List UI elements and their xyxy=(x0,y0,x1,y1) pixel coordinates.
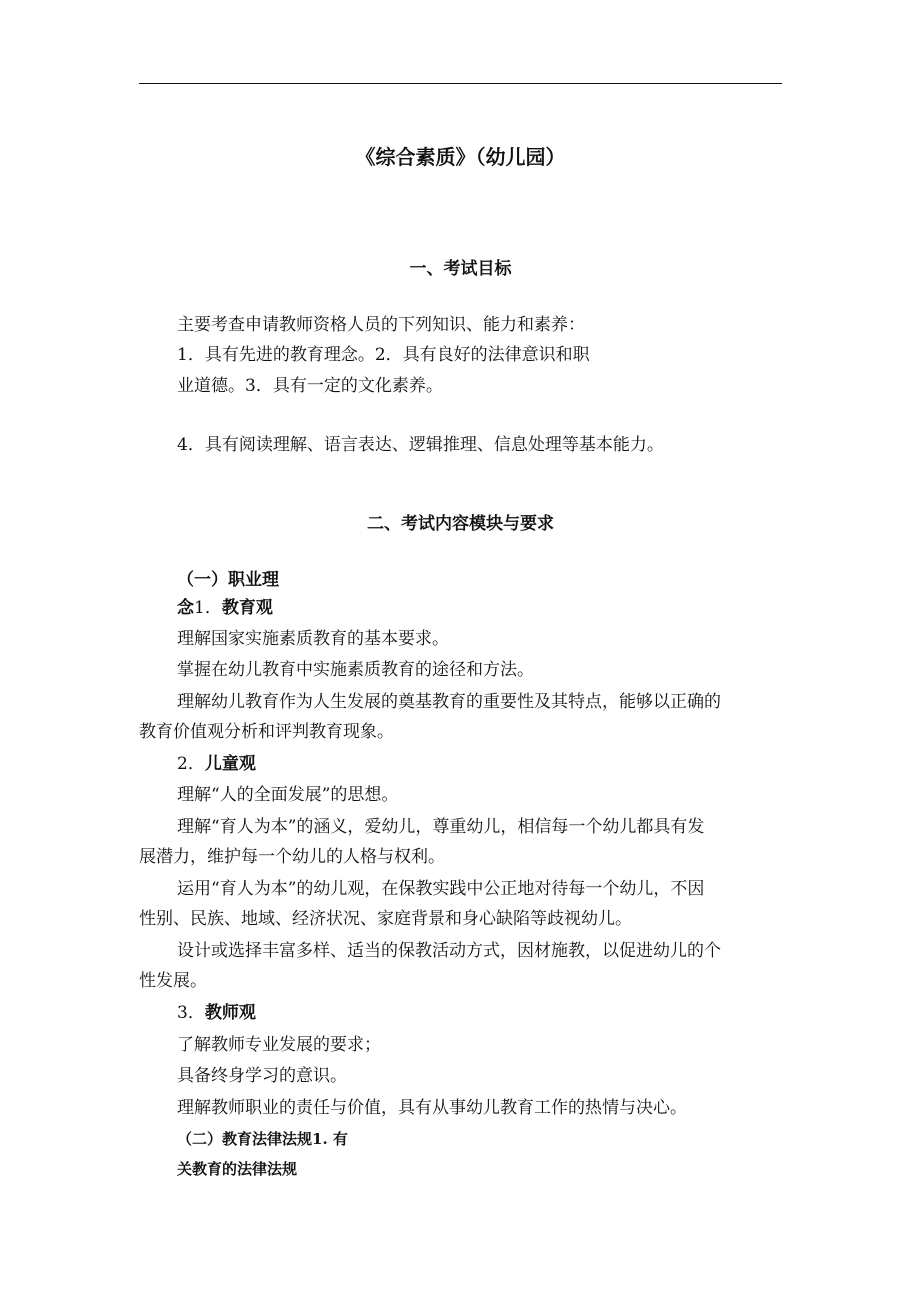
paragraph: 具备终身学习的意识。 xyxy=(177,1066,347,1086)
subsection-heading: （一）职业理 xyxy=(177,570,279,590)
paragraph: 运用“育人为本”的幼儿观，在保教实践中公正地对待每一个幼儿，不因 xyxy=(177,879,705,899)
paragraph: 掌握在幼儿教育中实施素质教育的途径和方法。 xyxy=(177,660,534,680)
paragraph: 理解教师职业的责任与价值，具有从事幼儿教育工作的热情与决心。 xyxy=(177,1098,687,1118)
paragraph: 理解“人的全面发展”的思想。 xyxy=(177,785,399,805)
paragraph: 设计或选择丰富多样、适当的保教活动方式，因材施教，以促进幼儿的个 xyxy=(177,941,721,961)
paragraph: 了解教师专业发展的要求； xyxy=(177,1035,381,1055)
item-label: 教育观 xyxy=(221,598,273,618)
paragraph: 性发展。 xyxy=(139,971,207,991)
paragraph: 理解“育人为本”的涵义，爱幼儿，尊重幼儿，相信每一个幼儿都具有发 xyxy=(177,817,705,837)
paragraph: 4．具有阅读理解、语言表达、逻辑推理、信息处理等基本能力。 xyxy=(177,435,664,455)
item-heading-teacher-view xyxy=(177,1002,256,1024)
subsection-heading: （二）教育法律法规1. 有 xyxy=(177,1130,348,1148)
paragraph: 教育价值观分析和评判教育现象。 xyxy=(139,722,394,742)
item-heading-edu-view xyxy=(177,597,273,619)
subsection-heading-tail: 关教育的法律法规 xyxy=(177,1160,298,1178)
paragraph: 理解幼儿教育作为人生发展的奠基教育的重要性及其特点，能够以正确的 xyxy=(177,692,721,712)
item-number: 2． xyxy=(177,754,205,774)
subsection-heading-tail: 念 xyxy=(177,598,194,618)
paragraph: 1．具有先进的教育理念。2．具有良好的法律意识和职 xyxy=(177,345,590,365)
item-number: 3． xyxy=(177,1003,205,1023)
paragraph: 业道德。3．具有一定的文化素养。 xyxy=(177,376,443,396)
item-number: 1． xyxy=(194,598,222,618)
section-heading-exam-content: 二、考试内容模块与要求 xyxy=(367,514,554,534)
paragraph: 展潜力，维护每一个幼儿的人格与权利。 xyxy=(139,847,445,867)
paragraph: 理解国家实施素质教育的基本要求。 xyxy=(177,629,449,649)
document-title: 《综合素质》（幼儿园） xyxy=(355,145,566,169)
section-heading-exam-goals: 一、考试目标 xyxy=(409,259,512,279)
header-rule xyxy=(139,83,782,84)
paragraph: 性别、民族、地域、经济状况、家庭背景和身心缺陷等歧视幼儿。 xyxy=(139,909,632,929)
item-label: 儿童观 xyxy=(204,754,256,774)
paragraph: 主要考查申请教师资格人员的下列知识、能力和素养： xyxy=(177,315,585,335)
item-label: 教师观 xyxy=(204,1003,256,1023)
item-heading-child-view xyxy=(177,753,256,775)
